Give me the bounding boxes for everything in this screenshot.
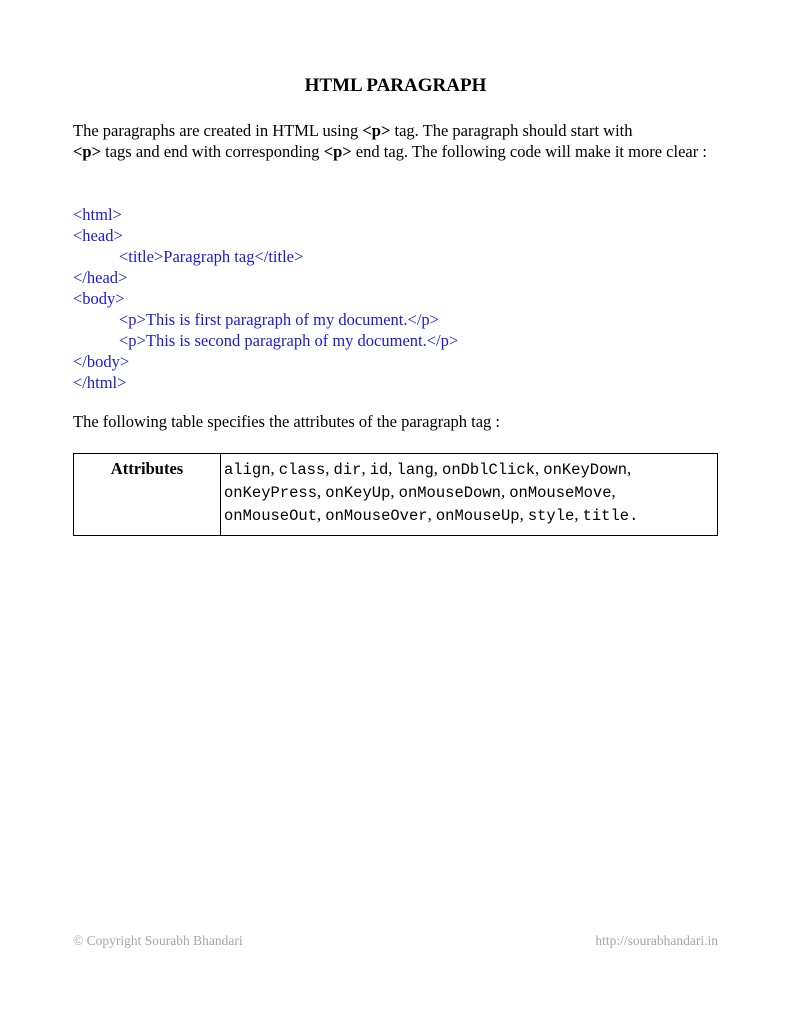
attribute-name: align: [224, 461, 271, 479]
attribute-name: onMouseUp: [435, 507, 520, 525]
attribute-name: lang: [396, 461, 434, 479]
attribute-separator: ,: [427, 505, 436, 524]
attribute-name: onDblClick: [442, 461, 536, 479]
attribute-name: onMouseMove: [509, 484, 612, 502]
attribute-name: onKeyDown: [543, 461, 627, 479]
code-line: </html>: [73, 373, 127, 392]
code-line: <html>: [73, 205, 122, 224]
intro-paragraph: [73, 120, 723, 162]
attribute-separator: ,: [574, 505, 583, 524]
code-example: [73, 204, 723, 393]
attributes-values-cell: [221, 454, 718, 536]
attribute-separator: ,: [500, 482, 510, 501]
attribute-separator: ,: [433, 459, 443, 478]
attribute-separator: ,: [390, 482, 399, 501]
footer-copyright: © Copyright Sourabh Bhandari: [73, 933, 243, 948]
attribute-separator: ,: [519, 505, 528, 524]
attribute-separator: ,: [627, 459, 632, 478]
attribute-separator: ,: [317, 482, 326, 501]
attribute-name: onMouseDown: [398, 484, 501, 502]
attribute-separator: ,: [361, 459, 370, 478]
intro-tag-3: <p>: [323, 142, 352, 161]
attributes-table: [73, 453, 718, 536]
intro-tag-1: <p>: [362, 121, 391, 140]
attribute-separator: ,: [388, 459, 397, 478]
attribute-name: onKeyPress: [224, 484, 318, 502]
attributes-header-cell: Attributes: [74, 454, 221, 536]
intro-text-1: The paragraphs are created in HTML using: [73, 121, 363, 140]
attribute-name: id: [369, 461, 389, 479]
attribute-name: onMouseOver: [325, 507, 428, 525]
attribute-terminator: .: [629, 507, 639, 525]
attribute-name: title: [582, 507, 630, 525]
footer-url[interactable]: http://sourabhandari.in: [595, 933, 718, 948]
code-line: <title>Paragraph tag</title>: [119, 247, 304, 266]
page-title: HTML PARAGRAPH: [304, 75, 487, 96]
attribute-name: class: [278, 461, 326, 479]
attribute-name: onMouseOut: [224, 507, 318, 525]
attribute-name: dir: [333, 461, 362, 479]
attribute-separator: ,: [317, 505, 326, 524]
intro-text-2: tag. The paragraph should start with: [390, 121, 633, 140]
intro-text-4: end tag. The following code will make it more clear :: [351, 142, 707, 161]
table-intro: The following table specifies the attributes of the paragraph tag :: [73, 412, 501, 431]
code-line: <p>This is second paragraph of my document.</p>: [119, 331, 459, 350]
code-line: </body>: [73, 352, 130, 371]
attribute-name: style: [527, 507, 575, 525]
code-line: <head>: [73, 226, 123, 245]
attribute-separator: ,: [325, 459, 334, 478]
table-row: [74, 454, 718, 536]
attribute-separator: ,: [611, 482, 616, 501]
code-line: </head>: [73, 268, 128, 287]
attribute-separator: ,: [270, 459, 279, 478]
code-line: <body>: [73, 289, 125, 308]
intro-text-3: tags and end with corresponding: [100, 142, 324, 161]
code-line: <p>This is first paragraph of my document.</p>: [119, 310, 439, 329]
intro-tag-2: <p>: [73, 142, 101, 161]
attribute-separator: ,: [535, 459, 544, 478]
attribute-name: onKeyUp: [325, 484, 391, 502]
